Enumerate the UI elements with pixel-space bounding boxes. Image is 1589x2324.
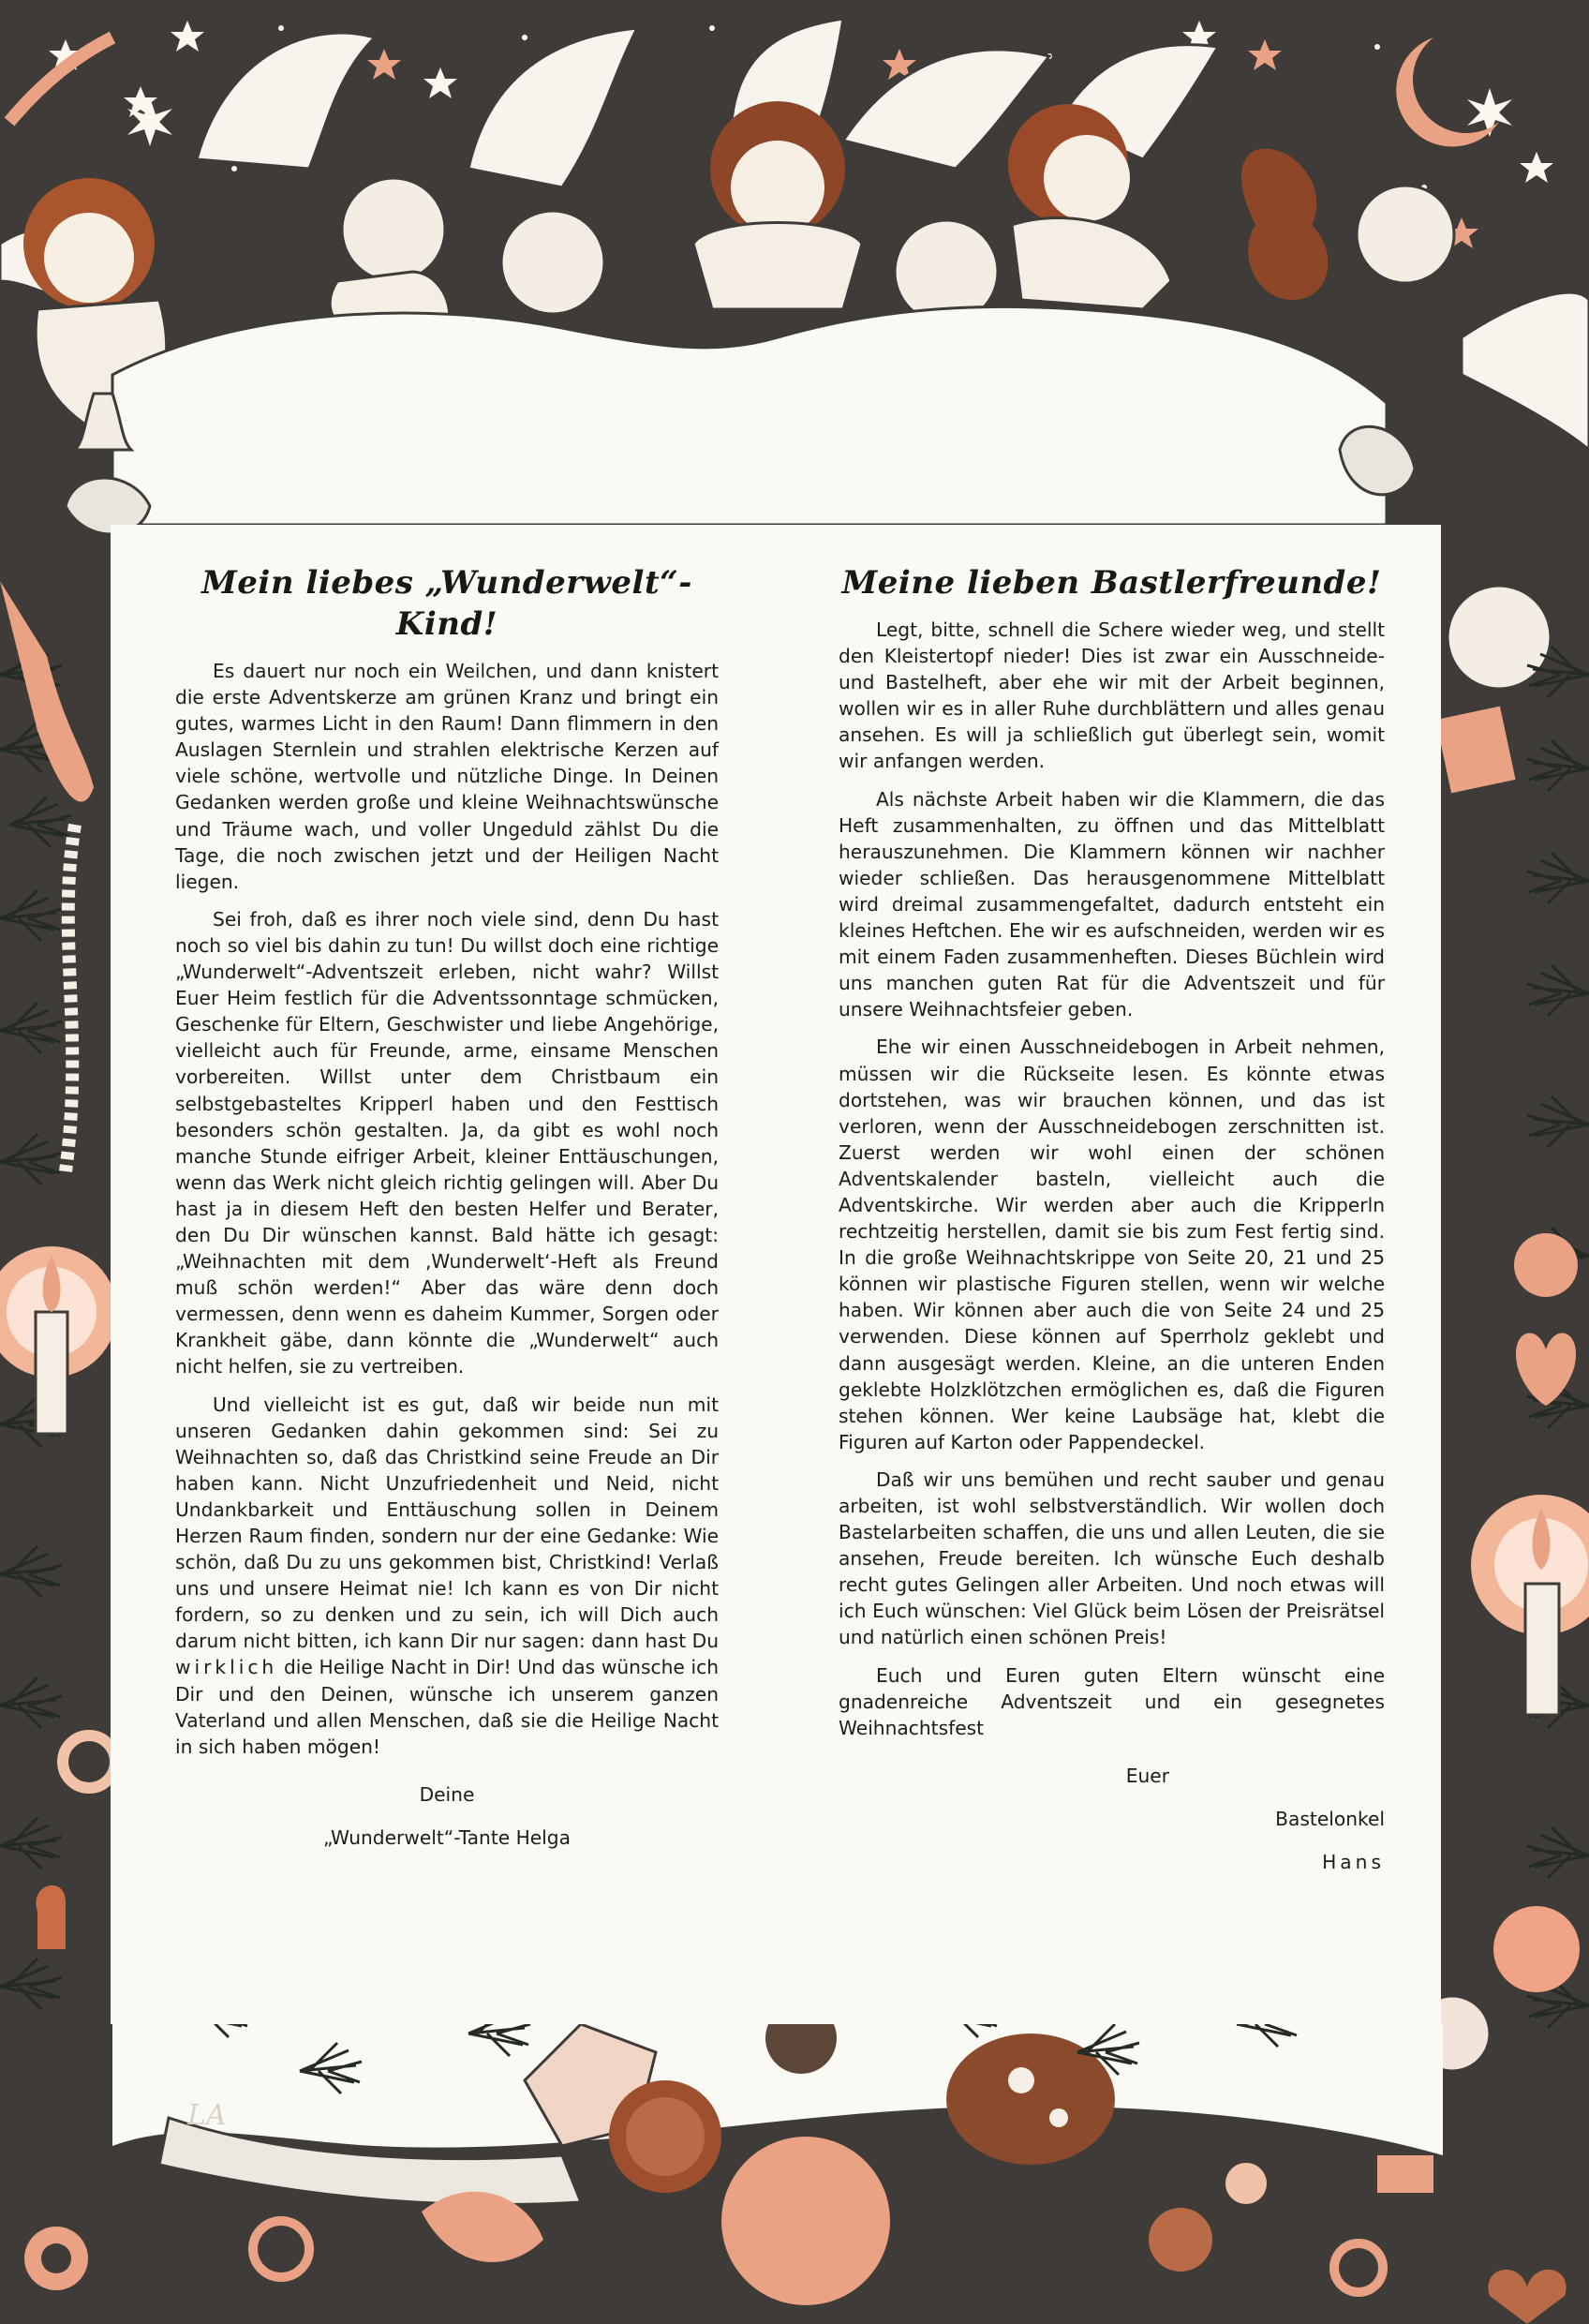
letter-right-paragraph-3: Ehe wir einen Ausschneidebogen in Arbeit nehmen, müssen wir die Rückseite lesen. Es könnte etwas dortstehen, was wir brauchen können, und das ist verloren, wenn der Ausschneidebogen zerschnitten ist. Zuerst werden wir wohl einen der schönen Adventskalender basteln, vielleicht auch die Adventskirche. Wir werden aber auch die Kripperln rechtzeitig herstellen, damit sie bis zum Fest fertig sind. In die große Weihnachtskrippe von Seite 20, 21 und 25 können wir plastische Figuren stellen, wenn wir welche haben. Wir können aber auch die von Seite 24 und 25 verwenden. Diese können auf Sperrholz geklebt und dann ausgesägt werden. Kleine, an die unteren Enden geklebte Holzklötzchen ermöglichen es, daß die Figuren stehen können. Wer keine Laubsäge hat, klebt die Figuren auf Karton oder Pappendeckel. [839,1035,1385,1453]
letter-left-paragraph-3-rest-a: will Dich auch darum nicht bitten, ich kann Dir nur sagen: dann hast Du [175,1603,719,1653]
letter-right-closing-word: Euer [1125,1764,1169,1787]
letter-right-closing-name [839,1797,1385,1884]
letter-left [175,562,719,1859]
letter-right-closing [839,1754,1385,1884]
letter-right-paragraph-2: Als nächste Arbeit haben wir die Klammern, die das Heft zusammenhalten, zu öffnen und das Mittelblatt herauszunehmen. Die Klammern können wir nachher wieder schließen. Das herausgenommene Mittelblatt wird dreimal zusammengefaltet, dadurch entsteht ein kleines Heftchen. Ehe wir es aufschneiden, werden wir es mit einem Faden zusammenheften. Dieses Büchlein wird uns manchen guten Rat für die Adventszeit und für unsere Weihnachtsfeier geben. [839,787,1385,1021]
letter-right-paragraph-5: Euch und Euren guten Eltern wünscht eine gnadenreiche Adventszeit und ein gesegnetes Weihnachtsfest [839,1663,1385,1739]
letter-left-heading: Mein liebes „Wunderwelt“-Kind! [201,564,692,643]
letter-left-paragraph-3-rest-b: die Heilige Nacht in Dir! Und das wünsche ich Dir und den Deinen, wünsche ich unserem ganzen Vaterland und allen Menschen, daß sie die Heilige Nacht in sich haben mögen! [175,1656,720,1758]
letter-right-closing-name-spaced: Hans [1322,1850,1385,1873]
letter-right-paragraph-4: Daß wir uns bemühen und recht sauber und genau arbeiten, ist wohl selbstverständlich. Wir wollen doch Bastelarbeiten schaffen, die uns und allen Leuten, die sie ansehen, Freude bereiten. Ich wünsche Euch deshalb recht gutes Gelingen aller Arbeiten. Und noch etwas will ich Euch wünschen: Viel Glück beim Lösen der Preisrätsel und natürlich einen schönen Preis! [839,1467,1385,1649]
letter-left-paragraph-3 [175,1392,719,1760]
letter-right [839,562,1385,1884]
letter-left-closing-name: „Wunderwelt“-Tante Helga [323,1825,571,1849]
letter-right-heading: Meine lieben Bastlerfreunde! [841,564,1382,602]
letter-left-paragraph-2: Sei froh, daß es ihrer noch viele sind, denn Du hast noch so viel bis dahin zu tun! Du willst doch eine richtige „Wunderwelt“-Adventszeit erleben, nicht wahr? Willst Euer Heim festlich für die Adventssonntage schmücken, Geschenke für Eltern, Geschwister und liebe Angehörige, vielleicht auch für Freunde, arme, einsame Menschen vorbereiten. Willst unter dem Christbaum ein selbstgebasteltes Kripperl haben und den Festtisch besonders schön gestalten. Ja, da gibt es wohl noch manche Stunde eifriger Arbeit, kleiner Enttäuschungen, wenn das Werk nicht gleich richtig gelingen will. Aber Du hast ja in diesem Heft den besten Helfer und Berater, den Du Dir wünschen kannst. Bald hätte ich gesagt: „Weihnachten mit dem ‚Wunderwelt‘-Heft als Freund muß schön werden!“ Aber das wäre denn doch vermessen, denn wenn es daheim Kummer, Sorgen oder Krankheit gäbe, dann könnte die „Wunderwelt“ auch nicht helfen, sie zu vertreiben. [175,907,719,1378]
letter-left-closing-word: Deine [419,1782,475,1806]
letter-left-closing [175,1773,719,1859]
letter-left-paragraph-3-emphasis: wirklich [175,1656,278,1679]
letter-right-closing-name-lead: Bastelonkel [1275,1807,1385,1830]
artist-signature: LA [187,2099,227,2132]
letter-right-paragraph-1: Legt, bitte, schnell die Schere wieder weg, und stellt den Kleistertopf nieder! Dies ist zwar ein Ausschneide- und Bastelheft, aber ehe wir mit der Arbeit beginnen, wollen wir es in aller Ruhe durchblättern und alles genau ansehen. Es will ja schließlich gut überlegt sein, womit wir anfangen werden. [839,618,1385,773]
letter-left-paragraph-1: Es dauert nur noch ein Weilchen, und dann knistert die erste Adventskerze am grünen Kranz und bringt ein gutes, warmes Licht in den Raum! Dann flimmern in den Auslagen Sternlein und strahlen elektrische Kerzen auf viele schöne, wertvolle und nützliche Dinge. In Deinen Gedanken werden große und kleine Weihnachtswünsche und Träume wach, und voller Ungeduld zählst Du die Tage, die noch zwischen jetzt und der Heiligen Nacht liegen. [175,660,719,893]
letter-left-paragraph-3-lead: Und vielleicht ist es gut, daß wir beide nun mit unseren Gedanken dahin gekommen sind: Sei zu Weihnachten so, daß das Christkind seine Freude an Dir haben kann. Nicht Unzufriedenheit und Neid, nicht Undankbarkeit und Enttäuschung sollen in Deinem Herzen Raum finden, sondern nur der eine Gedanke: Wie schön, daß Du zu uns gekommen bist, Christkind! Verlaß uns und unsere Heimat nie! Ich kann es von Dir nicht fordern, so zu denken und zu sein, ich [175,1393,719,1627]
